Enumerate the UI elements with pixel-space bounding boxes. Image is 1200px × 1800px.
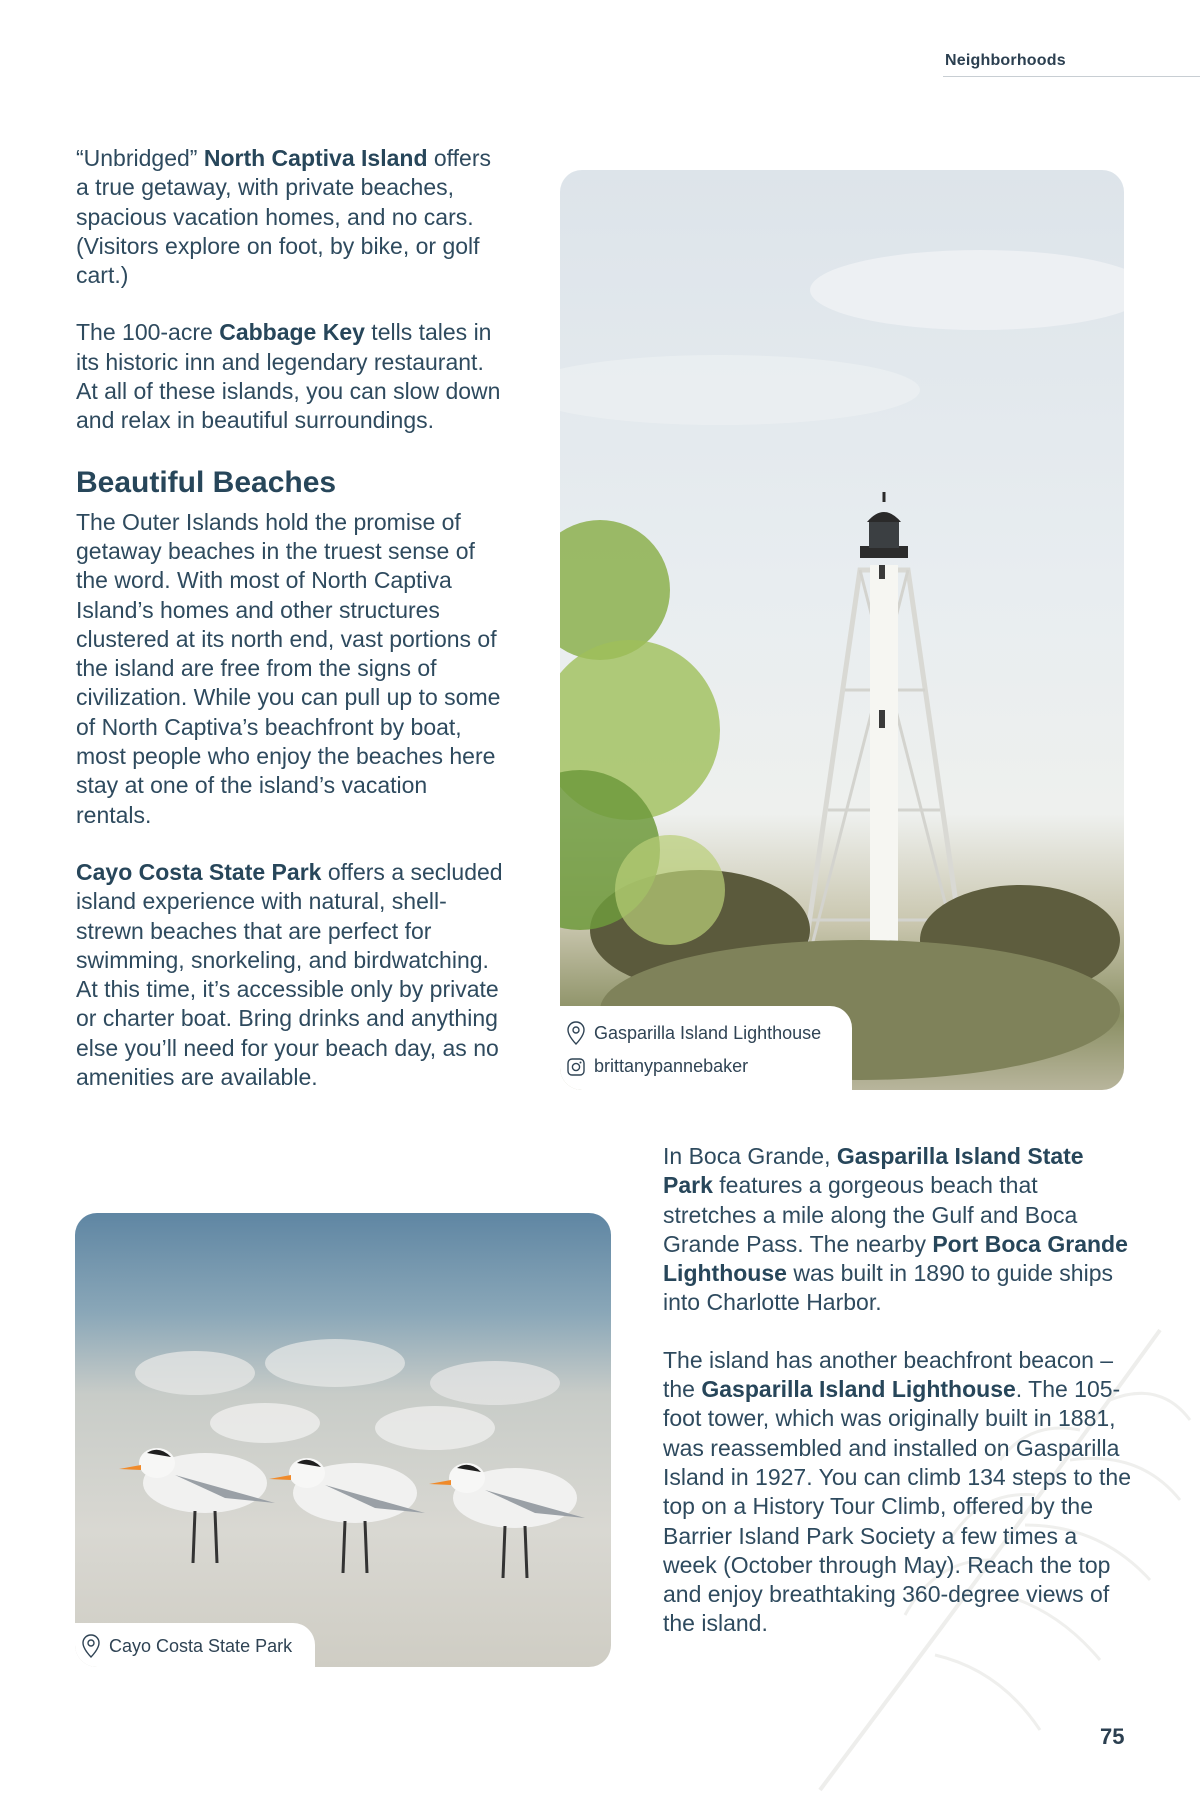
birds-caption: [75, 1623, 315, 1667]
paragraph-cabbage-key: The 100-acre Cabbage Key tells tales in its historic inn and legendary restaurant. At all of these islands, you can slow down and relax in beautiful surroundings.: [76, 319, 501, 434]
paragraph-outer-islands: The Outer Islands hold the promise of getaway beaches in the truest sense of the word. With most of North Captiva Island’s homes and other structures clustered at its north end, vast portions of the island are free from the signs of civilization. While you can pull up to some of North Captiva’s beachfront by boat, most people who enjoy the beaches here stay at one of the island’s vacation rentals.: [76, 508, 501, 828]
birds-location-row: [81, 1633, 292, 1659]
page-number: 75: [1100, 1724, 1125, 1749]
section-heading: Beautiful Beaches: [76, 465, 337, 499]
section-header-label: Neighborhoods: [945, 52, 1066, 69]
paragraph-cayo-costa: Cayo Costa State Park offers a secluded island experience with natural, shell-strewn beaches that are perfect for swimming, snorkeling, and birdwatching. At this time, it’s accessible only by private or charter boat. Bring drinks and anything else you’ll need for your beach day, as no amenities are available.: [76, 858, 503, 1091]
birds-location-text: Cayo Costa State Park: [109, 1635, 293, 1656]
map-pin-icon: [566, 1020, 586, 1046]
paragraph-boca-grande: In Boca Grande, Gasparilla Island State Park features a gorgeous beach that stretches a mile along the Gulf and Boca Grande Pass. The nearby Port Boca Grande Lighthouse was built in 1890 to guide ships into Charlotte Harbor.: [663, 1143, 1128, 1316]
lighthouse-photo: [560, 170, 1124, 1090]
left-text-column: [76, 144, 506, 1092]
royal-terns-photo: [75, 1213, 611, 1667]
paragraph-gasparilla-lighthouse: The island has another beachfront beacon – the Gasparilla Island Lighthouse. The 105-foot tower, which was originally built in 1881, was reassembled and installed on Gasparilla Island in 1927. You can climb 134 steps to the top on a History Tour Climb, offered by the Barrier Island Park Society a few times a week (October through May). Reach the top and enjoy breathtaking 360-degree views of the island.: [663, 1346, 1131, 1637]
lighthouse-caption: [560, 1006, 852, 1090]
paragraph-north-captiva: “Unbridged” North Captiva Island offers a true getaway, with private beaches, spacious vacation homes, and no cars. (Visitors explore on foot, by bike, or golf cart.): [76, 145, 491, 289]
map-pin-icon: [81, 1633, 101, 1659]
lighthouse-credit-text: brittanypannebaker: [594, 1056, 749, 1076]
lighthouse-illustration: [560, 170, 1124, 1090]
lighthouse-location-row: [566, 1020, 821, 1046]
lighthouse-location-text: Gasparilla Island Lighthouse: [594, 1022, 822, 1043]
right-text-column: [663, 1142, 1133, 1667]
lighthouse-credit-row: [566, 1056, 748, 1077]
header-rule: [943, 76, 1200, 77]
instagram-icon: [566, 1057, 586, 1077]
royal-terns-illustration: [75, 1213, 611, 1667]
